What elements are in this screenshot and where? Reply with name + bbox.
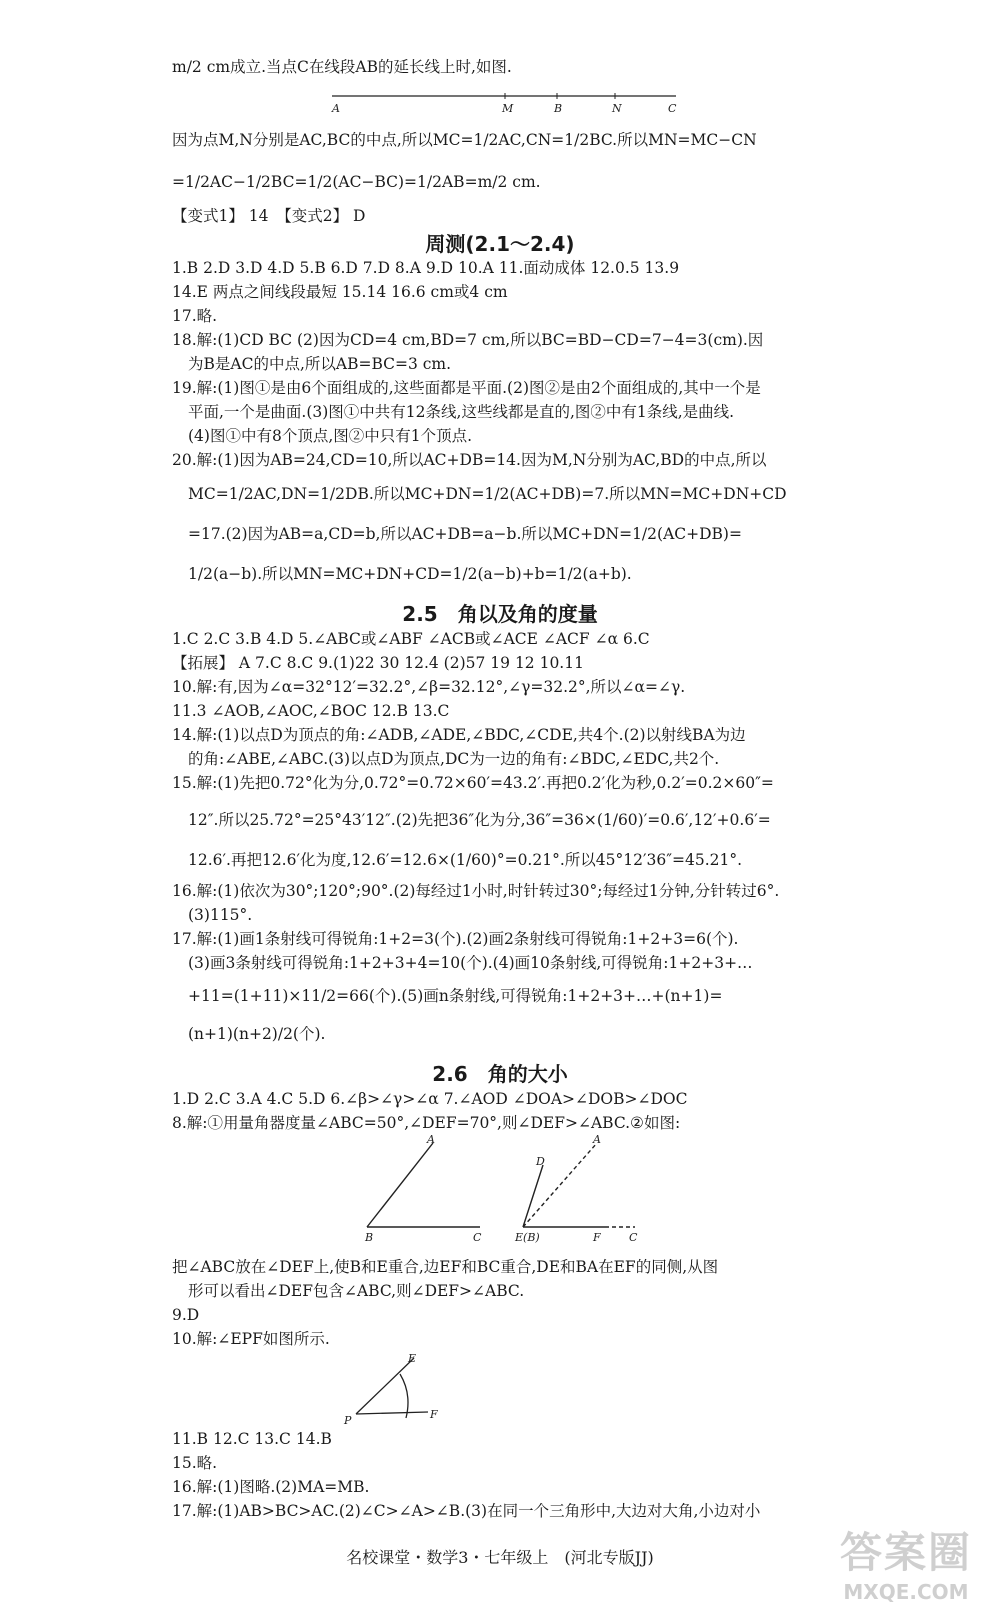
point-label-e-b: E(B) bbox=[515, 1231, 540, 1244]
text-line: 17.略. bbox=[172, 307, 218, 325]
text-line: 1.C 2.C 3.B 4.D 5.∠ABC或∠ABF ∠ACB或∠ACE ∠ACF ∠α 6.C bbox=[172, 630, 650, 648]
text-line: 16.解:(1)依次为30°;120°;90°.(2)每经过1小时,时针转过30°;每经过1分钟,分针转过6°. bbox=[172, 882, 780, 900]
text-line: 20.解:(1)因为AB=24,CD=10,所以AC+DB=14.因为M,N分别为AC,BD的中点,所以 bbox=[172, 451, 767, 469]
text-line: 9.D bbox=[172, 1306, 200, 1324]
text-line: 10.解:∠EPF如图所示. bbox=[172, 1330, 330, 1348]
text-line: 为B是AC的中点,所以AB=BC=3 cm. bbox=[188, 355, 452, 373]
point-label-n: N bbox=[612, 102, 622, 115]
text-line: 8.解:①用量角器度量∠ABC=50°,∠DEF=70°,则∠DEF>∠ABC.②如图: bbox=[172, 1114, 681, 1132]
page-footer: 名校课堂・数学3・七年级上 (河北专版JJ) bbox=[346, 1548, 654, 1567]
text-line: 12″.所以25.72°=25°43′12″.(2)先把36″化为分,36″=36×(1/60)′=0.6′,12′+0.6′= bbox=[188, 811, 771, 829]
text-line: 形可以看出∠DEF包含∠ABC,则∠DEF>∠ABC. bbox=[188, 1282, 525, 1300]
text-line: 14.解:(1)以点D为顶点的角:∠ADB,∠ADE,∠BDC,∠CDE,共4个.(2)以射线BA为边 bbox=[172, 726, 746, 744]
heading-section-2-5: 2.5 角以及角的度量 bbox=[402, 602, 598, 626]
angle-comparison-figure bbox=[355, 1135, 655, 1250]
text-line: (3)画3条射线可得锐角:1+2+3+4=10(个).(4)画10条射线,可得锐角:1+2+3+… bbox=[188, 954, 753, 972]
point-label-c: C bbox=[668, 102, 677, 115]
text-line: 1/2(a−b).所以MN=MC+DN+CD=1/2(a−b)+b=1/2(a+b). bbox=[188, 565, 632, 583]
text-line: 1.D 2.C 3.A 4.C 5.D 6.∠β>∠γ>∠α 7.∠AOD ∠DOA>∠DOB>∠DOC bbox=[172, 1090, 688, 1108]
text-line: 17.解:(1)AB>BC>AC.(2)∠C>∠A>∠B.(3)在同一个三角形中,大边对大角,小边对小 bbox=[172, 1502, 761, 1520]
watermark-title: 答案圈 bbox=[839, 1528, 972, 1577]
watermark bbox=[840, 1520, 972, 1604]
text-line: (3)115°. bbox=[188, 906, 253, 924]
text-line: 11.B 12.C 13.C 14.B bbox=[172, 1430, 332, 1448]
watermark-url: MXQE.COM bbox=[843, 1580, 969, 1604]
text-line: (4)图①中有8个顶点,图②中只有1个顶点. bbox=[188, 427, 473, 445]
point-label-c2: C bbox=[629, 1231, 638, 1244]
text-line: m/2 cm成立.当点C在线段AB的延长线上时,如图. bbox=[172, 58, 512, 76]
text-line: 1.B 2.D 3.D 4.D 5.B 6.D 7.D 8.A 9.D 10.A 11.面动成体 12.0.5 13.9 bbox=[172, 259, 680, 277]
text-line: 【拓展】 A 7.C 8.C 9.(1)22 30 12.4 (2)57 19 12 10.11 bbox=[172, 654, 584, 672]
text-line: 17.解:(1)画1条射线可得锐角:1+2=3(个).(2)画2条射线可得锐角:1+2+3=6(个). bbox=[172, 930, 739, 948]
text-line: 16.解:(1)图略.(2)MA=MB. bbox=[172, 1478, 370, 1496]
text-line: 10.解:有,因为∠α=32°12′=32.2°,∠β=32.12°,∠γ=32.2°,所以∠α=∠γ. bbox=[172, 678, 686, 696]
text-line: 【变式1】 14 【变式2】 D bbox=[172, 207, 366, 225]
text-line: 12.6′.再把12.6′化为度,12.6′=12.6×(1/60)°=0.21°.所以45°12′36″=45.21°. bbox=[188, 851, 743, 869]
text-line: 11.3 ∠AOB,∠AOC,∠BOC 12.B 13.C bbox=[172, 702, 450, 720]
point-label-m: M bbox=[502, 102, 514, 115]
text-line: +11=(1+11)×11/2=66(个).(5)画n条射线,可得锐角:1+2+3+…+(n+1)= bbox=[188, 987, 723, 1005]
point-label-c: C bbox=[473, 1231, 482, 1244]
text-line: 18.解:(1)CD BC (2)因为CD=4 cm,BD=7 cm,所以BC=BD−CD=7−4=3(cm).因 bbox=[172, 331, 764, 349]
heading-section-2-6: 2.6 角的大小 bbox=[432, 1062, 568, 1086]
text-line: 15.略. bbox=[172, 1454, 218, 1472]
point-label-f: F bbox=[430, 1408, 438, 1421]
text-line: (n+1)(n+2)/2(个). bbox=[188, 1025, 326, 1043]
text-line: 因为点M,N分别是AC,BC的中点,所以MC=1/2AC,CN=1/2BC.所以MN=MC−CN bbox=[172, 131, 757, 149]
text-line: 14.E 两点之间线段最短 15.14 16.6 cm或4 cm bbox=[172, 283, 508, 301]
text-line: 的角:∠ABE,∠ABC.(3)以点D为顶点,DC为一边的角有:∠BDC,∠EDC,共2个. bbox=[188, 750, 720, 768]
text-line: 平面,一个是曲面.(3)图①中共有12条线,这些线都是直的,图②中有1条线,是曲线. bbox=[188, 403, 735, 421]
point-label-e: E bbox=[408, 1352, 417, 1365]
point-label-a2: A bbox=[593, 1135, 601, 1146]
angle-epf-figure bbox=[342, 1352, 452, 1432]
text-line: 把∠ABC放在∠DEF上,使B和E重合,边EF和BC重合,DE和BA在EF的同侧,从图 bbox=[172, 1258, 719, 1276]
heading-weekly-test: 周测(2.1～2.4) bbox=[425, 232, 575, 256]
point-label-f: F bbox=[593, 1231, 601, 1244]
point-label-b: B bbox=[554, 102, 563, 115]
segment-figure bbox=[330, 88, 680, 118]
text-line: =17.(2)因为AB=a,CD=b,所以AC+DB=a−b.所以MC+DN=1/2(AC+DB)= bbox=[188, 525, 742, 543]
point-label-a: A bbox=[332, 102, 340, 115]
text-line: =1/2AC−1/2BC=1/2(AC−BC)=1/2AB=m/2 cm. bbox=[172, 173, 541, 191]
text-line: 19.解:(1)图①是由6个面组成的,这些面都是平面.(2)图②是由2个面组成的,其中一个是 bbox=[172, 379, 761, 397]
text-line: 15.解:(1)先把0.72°化为分,0.72°=0.72×60′=43.2′.再把0.2′化为秒,0.2′=0.2×60″= bbox=[172, 774, 774, 792]
point-label-p: P bbox=[344, 1414, 352, 1427]
point-label-a: A bbox=[427, 1135, 435, 1146]
point-label-d: D bbox=[536, 1155, 545, 1168]
text-line: MC=1/2AC,DN=1/2DB.所以MC+DN=1/2(AC+DB)=7.所以MN=MC+DN+CD bbox=[188, 485, 787, 503]
point-label-b: B bbox=[365, 1231, 374, 1244]
